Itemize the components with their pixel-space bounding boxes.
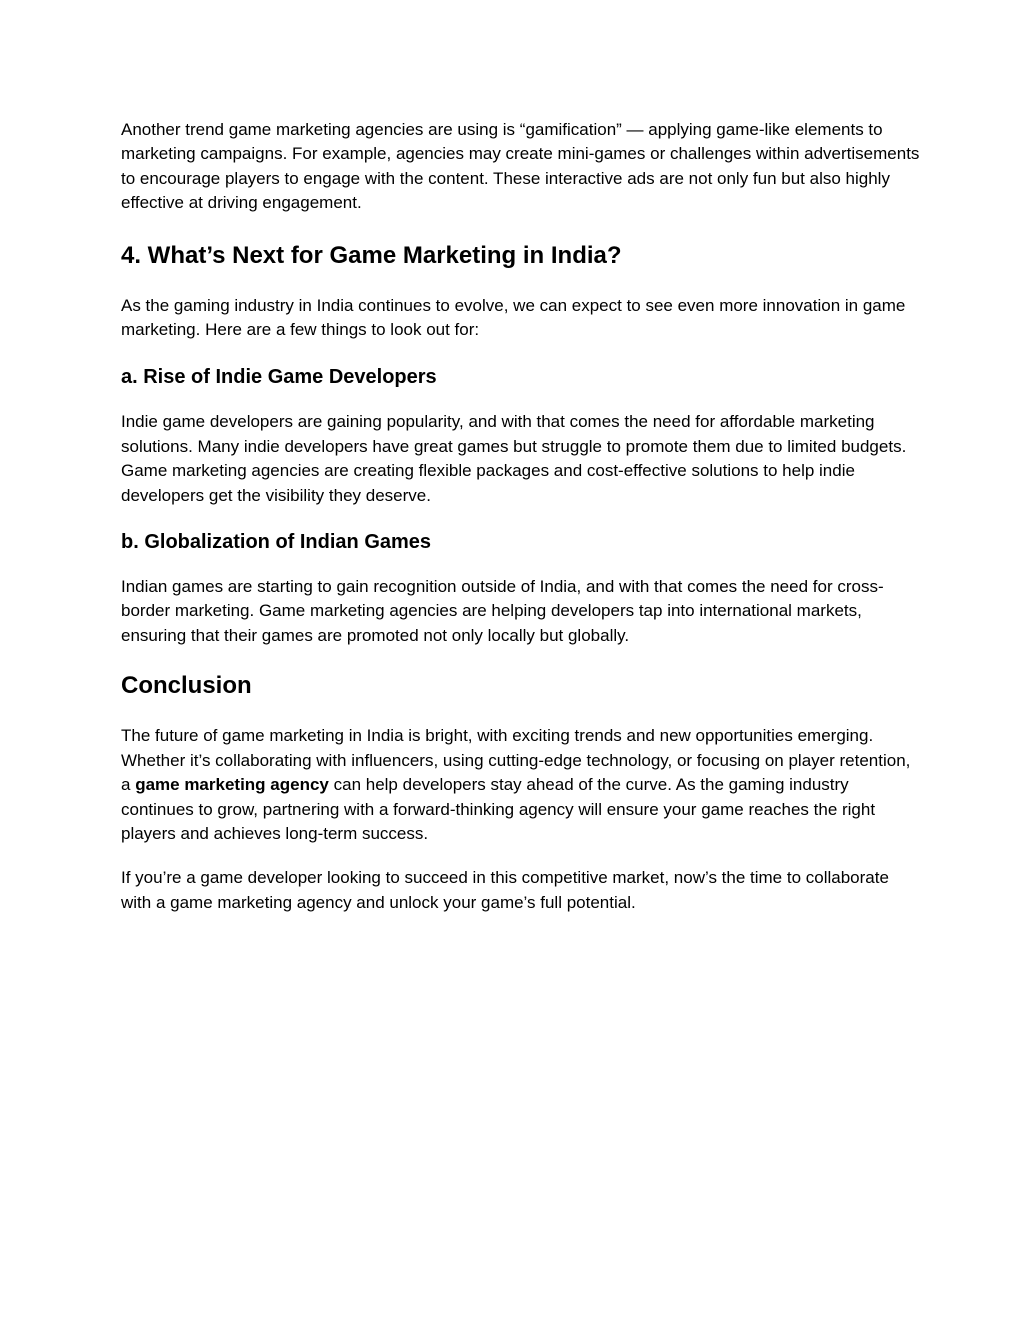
conclusion-paragraph [121, 724, 921, 846]
conclusion-heading: Conclusion [121, 672, 252, 700]
section-heading-whats-next: 4. What’s Next for Game Marketing in India? [121, 241, 622, 269]
conclusion-text-after: can help developers stay ahead of the curve. As the gaming industry continues to grow, partnering with a forward-thinking agency will ensure your game reaches the right players and achieves long-term success. [121, 775, 876, 843]
indie-paragraph: Indie game developers are gaining popularity, and with that comes the need for affordable marketing solutions. Many indie developers have great games but struggle to promote them due to limited budgets. Game marketing agencies are creating flexible packages and cost-effective solutions to help indie developers get the visibility they deserve. [121, 412, 907, 505]
subheading-globalization: b. Globalization of Indian Games [121, 531, 432, 554]
document-page [121, 118, 921, 915]
conclusion-text-before: The future of game marketing in India is bright, with exciting trends and new opportunities emerging. Whether it’s collaborating with influencers, using cutting-edge technology, or focusing on player retention, a [121, 726, 911, 795]
globalization-paragraph: Indian games are starting to gain recognition outside of India, and with that comes the need for cross-border marketing. Game marketing agencies are helping developers tap into international markets, ensuring that their games are promoted not only locally but globally. [121, 577, 884, 645]
intro-paragraph: Another trend game marketing agencies are using is “gamification” — applying game-like elements to marketing campaigns. For example, agencies may create mini-games or challenges within advertisements to encourage players to engage with the content. These interactive ads are not only fun but also highly effective at driving engagement. [121, 120, 920, 213]
subheading-indie-developers: a. Rise of Indie Game Developers [121, 366, 437, 389]
whats-next-paragraph: As the gaming industry in India continues to evolve, we can expect to see even more innovation in game marketing. Here are a few things to look out for: [121, 295, 906, 340]
conclusion-bold-phrase: game marketing agency [135, 775, 329, 795]
closing-paragraph: If you’re a game developer looking to succeed in this competitive market, now’s the time to collaborate with a game marketing agency and unlock your game’s full potential. [121, 868, 889, 912]
